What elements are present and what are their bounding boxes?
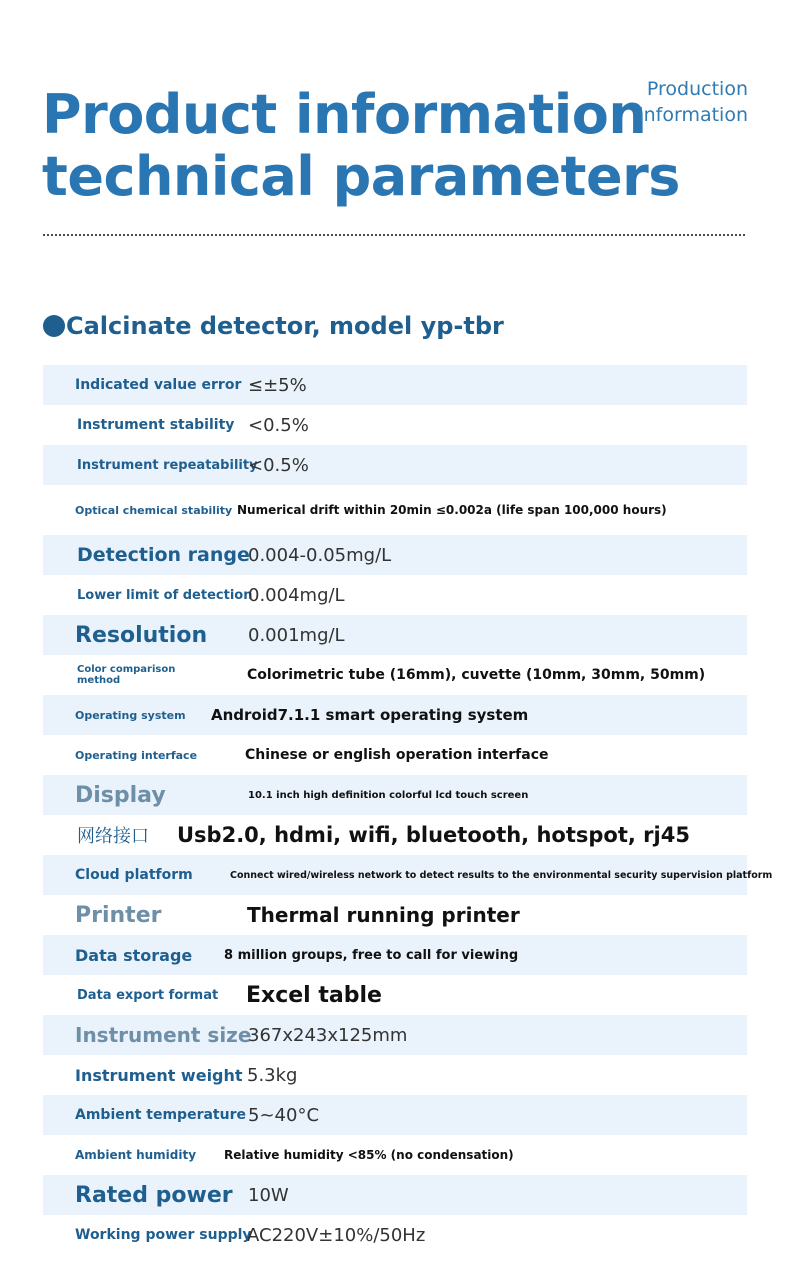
param-label: Operating interface: [75, 748, 198, 762]
param-value: Numerical drift within 20min ≤0.002a (life span 100,000 hours): [237, 503, 667, 517]
side-label-line1: Production: [646, 78, 748, 100]
param-value: 10W: [248, 1184, 289, 1206]
param-label: Operating system: [75, 708, 186, 722]
param-row: [43, 535, 747, 575]
param-row: [43, 1095, 747, 1135]
section-heading: [43, 312, 504, 340]
param-row: [43, 655, 747, 695]
param-label: Indicated value error: [75, 377, 242, 393]
param-value: 367x243x125mm: [248, 1024, 408, 1046]
param-value: AC220V±10%/50Hz: [247, 1224, 426, 1246]
parameter-table: [43, 365, 773, 1255]
param-row: [43, 1015, 747, 1055]
page-title: [42, 84, 680, 208]
param-value: Thermal running printer: [247, 903, 520, 927]
param-label: Data export format: [77, 987, 219, 1003]
bullet-dot-icon: [43, 315, 65, 337]
param-label: Rated power: [75, 1182, 233, 1208]
param-label: 网络接口: [77, 826, 149, 847]
side-label: [638, 76, 748, 128]
dotted-divider: [43, 234, 745, 236]
param-value: <0.5%: [248, 414, 309, 436]
param-row: [43, 815, 747, 855]
param-label: Instrument repeatability: [77, 457, 258, 473]
param-row: [43, 855, 773, 895]
param-row: [43, 575, 747, 615]
param-label: Optical chemical stability: [75, 503, 233, 517]
param-label: Working power supply: [75, 1227, 252, 1243]
param-value: Chinese or english operation interface: [245, 747, 549, 763]
param-row: [43, 895, 747, 935]
page-title-line1: Product information: [42, 83, 647, 146]
param-value: 10.1 inch high definition colorful lcd touch screen: [248, 789, 529, 801]
param-label: Ambient humidity: [75, 1148, 197, 1162]
param-value: <0.5%: [248, 454, 309, 476]
param-value: Android7.1.1 smart operating system: [211, 706, 529, 724]
param-value: 8 million groups, free to call for viewing: [224, 947, 519, 963]
param-value: ≤±5%: [248, 374, 307, 396]
param-value: Excel table: [246, 982, 382, 1008]
param-value: 5~40°C: [248, 1104, 320, 1126]
param-row: [43, 975, 747, 1015]
param-value: 0.004mg/L: [248, 584, 345, 606]
param-label: Display: [75, 782, 166, 808]
param-label: Instrument size: [75, 1023, 252, 1047]
param-row: [43, 695, 747, 735]
param-row: [43, 615, 747, 655]
param-value: 0.001mg/L: [248, 624, 345, 646]
param-row: [43, 405, 747, 445]
param-label: Lower limit of detection: [77, 587, 253, 603]
param-row: [43, 445, 747, 485]
param-value: Usb2.0, hdmi, wifi, bluetooth, hotspot, rj45: [177, 823, 690, 847]
param-row: [43, 1135, 747, 1175]
page-title-line2: technical parameters: [42, 145, 680, 208]
param-label: Data storage: [75, 945, 193, 965]
param-value: Colorimetric tube (16mm), cuvette (10mm, 30mm, 50mm): [247, 667, 706, 683]
param-row: [43, 1175, 747, 1215]
param-row: [43, 1215, 747, 1255]
param-value: 0.004-0.05mg/L: [248, 544, 392, 566]
param-value: 5.3kg: [247, 1064, 298, 1086]
side-label-line2: information: [638, 104, 748, 126]
param-row: [43, 775, 747, 815]
param-label: Printer: [75, 902, 162, 928]
param-label: Resolution: [75, 622, 208, 648]
param-label: Cloud platform: [75, 867, 193, 883]
param-row: [43, 935, 747, 975]
param-row: [43, 365, 747, 405]
param-label: Instrument weight: [75, 1065, 243, 1085]
param-row: [43, 485, 747, 535]
param-label: Color comparison method: [77, 664, 176, 686]
param-value: Relative humidity <85% (no condensation): [224, 1148, 514, 1162]
param-row: [43, 1055, 747, 1095]
param-value: Connect wired/wireless network to detect results to the environmental security supervision platform: [230, 869, 773, 881]
param-row: [43, 735, 747, 775]
param-label: Instrument stability: [77, 417, 235, 433]
section-heading-text: Calcinate detector, model yp-tbr: [66, 312, 504, 340]
param-label: Detection range: [77, 544, 250, 566]
param-label: Ambient temperature: [75, 1107, 246, 1123]
